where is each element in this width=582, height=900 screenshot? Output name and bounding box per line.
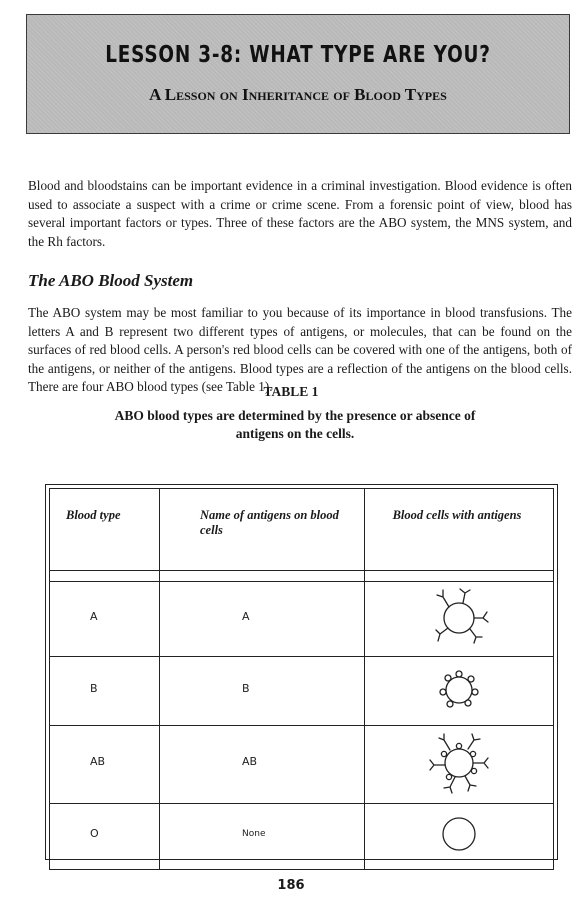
section-paragraph: The ABO system may be most familiar to you because of its importance in blood transfusions. The letters A and B represent two different types of antigens, or molecules, that can be found on the surfaces of red blood cells. A person's red blood cells can be covered with one of the antigens, both of the antigens, or neither of the antigens. Blood types are a reflection of the antigens on the blood cells. There are four ABO blood types (see Table 1).: [28, 305, 572, 394]
page-number: 186: [277, 878, 305, 893]
blood-type-cell: A: [50, 582, 160, 657]
lesson-title: LESSON 3-8: WHAT TYPE ARE YOU?: [105, 42, 491, 68]
antigen-name-cell: B: [160, 657, 365, 726]
section-heading: The ABO Blood System: [28, 271, 194, 290]
cell-figure: [365, 804, 554, 870]
cell-with-round-antigens-icon: [424, 659, 494, 719]
lesson-banner: [26, 14, 570, 134]
blood-type-cell: AB: [50, 726, 160, 804]
table-row: [50, 582, 554, 657]
table-row: [50, 804, 554, 870]
cell-with-both-antigens-icon: [417, 727, 501, 797]
table-row: [50, 726, 554, 804]
table-caption: ABO blood types are determined by the presence or absence of antigens on the cells.: [114, 408, 476, 441]
blood-type-cell: O: [50, 804, 160, 870]
antigen-name-cell: AB: [160, 726, 365, 804]
intro-paragraph: Blood and bloodstains can be important evidence in a criminal investigation. Blood evidence is often used to associate a suspect with a crime or crime scene. From a forensic point of view, blood has several important factors or types. Three of these factors are the ABO system, the MNS system, and the Rh factors.: [28, 178, 572, 249]
header-cells-with-antigens: Blood cells with antigens: [365, 489, 554, 571]
antigen-name-cell: A: [160, 582, 365, 657]
cell-figure: [365, 582, 554, 657]
table-header-row: [50, 489, 554, 571]
cell-figure: [365, 726, 554, 804]
table-spacer-row: [50, 571, 554, 582]
table-label: TABLE 1: [263, 384, 319, 399]
blood-type-table: [45, 484, 558, 860]
cell-with-y-antigens-icon: [419, 584, 499, 650]
header-antigen-names: Name of antigens on blood cells: [160, 489, 365, 571]
antigen-name-cell: None: [160, 804, 365, 870]
plain-cell-icon: [434, 809, 484, 859]
header-blood-type: Blood type: [50, 489, 160, 571]
blood-type-cell: B: [50, 657, 160, 726]
cell-figure: [365, 657, 554, 726]
table-row: [50, 657, 554, 726]
lesson-subtitle: A Lesson on Inheritance of Blood Types: [149, 85, 447, 104]
